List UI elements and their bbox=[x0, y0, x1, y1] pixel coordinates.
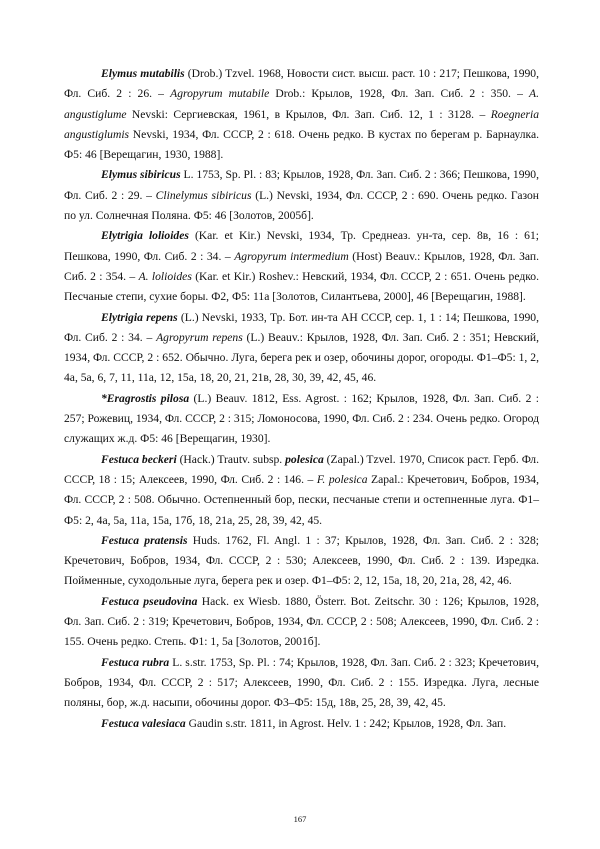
species-entry bbox=[64, 389, 539, 450]
taxon-name: *Eragrostis pilosa bbox=[101, 391, 190, 405]
entry-text: (Kar. et Kir.) Roshev.: Невский, 1934, Фл. СССР, 2 : 651. Очень редко. Песчаные степи, сухие боры. Ф2, Ф5: 11а [Золотов, Силантьева, 2000], 46 [Верещагин, 1988]. bbox=[64, 269, 539, 304]
synonym-name: Agropyrum repens bbox=[156, 330, 243, 344]
species-entry bbox=[64, 64, 539, 165]
entry-text: Hack. ex Wiesb. 1880, Österr. Bot. Zeitschr. 30 : 126; Крылов, 1928, Фл. Зап. Сиб. 2 : 319; Кречетович, Бобров, 1934, Фл. СССР, 2 : 508; Алексеев, 1990, Фл. Сиб. 2 : 155. Очень редко. Степь. Ф1: 1, 5а [Золотов, 2001б]. bbox=[64, 594, 539, 649]
synonym-name: Agropyrum mutabile bbox=[170, 87, 270, 101]
entry-text: (Kar. et Kir.) Nevski, 1934, Тр. Среднеаз. ун-та, сер. 8в, 16 : 61; Пешкова, 1990, Фл. Сиб. 2 : 34. – bbox=[64, 229, 539, 263]
entry-text: (Hack.) Trautv. subsp. bbox=[176, 452, 286, 466]
taxon-name: Festuca pratensis bbox=[101, 533, 188, 547]
taxon-name: Festuca beckeri bbox=[101, 452, 177, 466]
synonym-name: Agropyrum intermedium bbox=[234, 249, 349, 263]
synonym-name: A. angustiglume bbox=[64, 87, 539, 121]
species-entry bbox=[64, 308, 539, 389]
entry-text: Nevski: Сергиевская, 1961, в Крылов, Фл. Зап. Сиб. 12, 1 : 3128. – bbox=[126, 107, 491, 121]
entry-text: (Drob.) Tzvel. 1968, Новости сист. высш. раст. 10 : 217; Пешкова, 1990, Фл. Сиб. 2 : 26. – bbox=[64, 67, 540, 101]
taxon-name: Elymus sibiricus bbox=[101, 168, 181, 182]
subspecies-name: polesica bbox=[285, 452, 324, 466]
species-entry bbox=[64, 450, 539, 531]
synonym-name: F. polesica bbox=[316, 472, 368, 486]
entry-text: (L.) Beauv. 1812, Ess. Agrost. : 162; Крылов, 1928, Фл. Зап. Сиб. 2 : 257; Рожевиц, 1934, Фл. СССР, 2 : 315; Ломоносова, 1990, Фл. Сиб. 2 : 234. Очень редко. Огород служащих ж.д. Ф5: 46 [Верещагин, 1930]. bbox=[64, 391, 539, 446]
synonym-name: A. lolioides bbox=[138, 269, 192, 283]
species-entry bbox=[64, 653, 539, 714]
entry-text: (L.) Beauv.: Крылов, 1928, Фл. Зап. Сиб. 2 : 351; Невский, 1934, Фл. СССР, 2 : 652. Обычно. Луга, берега рек и озер, обочины дорог, огороды. Ф1–Ф5: 1, 2, 4а, 5а, 6, 7, 11, 11а, 12, 15а, 18, 20, 21, 21в, 28, 30, 39, 42, 45, 46. bbox=[64, 330, 539, 385]
entry-text: Zapal.: Кречетович, Бобров, 1934, Фл. СССР, 2 : 508. Обычно. Остепненный бор, пески, песчаные степи и остепненные луга. Ф1–Ф5: 2, 4а, 5а, 11а, 15а, 17б, 18, 21а, 25, 28, 39, 42, 45. bbox=[64, 472, 540, 527]
taxon-name: Elytrigia repens bbox=[101, 310, 178, 324]
taxon-name: Elytrigia lolioides bbox=[101, 229, 189, 243]
page-number: 167 bbox=[293, 814, 307, 824]
entry-text: Nevski, 1934, Фл. СССР, 2 : 618. Очень редко. В кустах по берегам р. Барнаулка. Ф5: 46 [Верещагин, 1930, 1988]. bbox=[64, 127, 539, 162]
entry-text: L. s.str. 1753, Sp. Pl. : 74; Крылов, 1928, Фл. Зап. Сиб. 2 : 323; Кречетович, Бобров, 1934, Фл. СССР, 2 : 517; Алексеев, 1990, Фл. Сиб. 2 : 155. Изредка. Луга, лесные поляны, бор, ж.д. насыпи, обочины дорог. Ф3–Ф5: 15д, 18в, 25, 28, 39, 42, 45. bbox=[64, 655, 539, 710]
synonym-name: Roegneria angustiglumis bbox=[64, 107, 539, 141]
taxon-name: Festuca valesiaca bbox=[101, 716, 186, 730]
taxon-name: Festuca rubra bbox=[101, 655, 170, 669]
species-entry bbox=[64, 226, 539, 307]
entry-text: (Zapal.) Tzvel. 1970, Список раст. Герб. Фл. СССР, 18 : 15; Алексеев, 1990, Фл. Сиб. 2 : 146. – bbox=[64, 452, 539, 486]
entry-text: (Host) Beauv.: Крылов, 1928, Фл. Зап. Сиб. 2 : 354. – bbox=[64, 249, 540, 283]
entry-text: Gaudin s.str. 1811, in Agrost. Helv. 1 : 242; Крылов, 1928, Фл. Зап. bbox=[185, 716, 507, 730]
taxon-name: Festuca pseudovina bbox=[101, 594, 198, 608]
species-entry bbox=[64, 165, 539, 226]
entry-text: (L.) Nevski, 1934, Фл. СССР, 2 : 690. Очень редко. Газон по ул. Солнечная Поляна. Ф5: 46 [Золотов, 2005б]. bbox=[64, 188, 539, 223]
species-entry bbox=[64, 592, 539, 653]
taxon-name: Elymus mutabilis bbox=[101, 67, 185, 80]
entry-text: (L.) Nevski, 1933, Тр. Бот. ин-та АН СССР, сер. 1, 1 : 14; Пешкова, 1990, Фл. Сиб. 2 : 34. – bbox=[64, 310, 539, 344]
entry-text: Drob.: Крылов, 1928, Фл. Зап. Сиб. 2 : 350. – bbox=[269, 87, 530, 101]
species-entry bbox=[64, 531, 539, 592]
species-list bbox=[64, 64, 539, 734]
species-entry bbox=[64, 714, 539, 734]
entry-text: Huds. 1762, Fl. Angl. 1 : 37; Крылов, 1928, Фл. Зап. Сиб. 2 : 328; Кречетович, Бобров, 1934, Фл. СССР, 2 : 530; Алексеев, 1990, Фл. Сиб. 2 : 139. Изредка. Пойменные, суходольные луга, берега рек и озер. Ф1–Ф5: 2, 12, 15а, 18, 20, 21а, 28, 42, 46. bbox=[64, 533, 539, 588]
synonym-name: Clinelymus sibiricus bbox=[155, 188, 252, 202]
entry-text: L. 1753, Sp. Pl. : 83; Крылов, 1928, Фл. Зап. Сиб. 2 : 366; Пешкова, 1990, Фл. Сиб. 2 : 29. – bbox=[64, 168, 539, 202]
